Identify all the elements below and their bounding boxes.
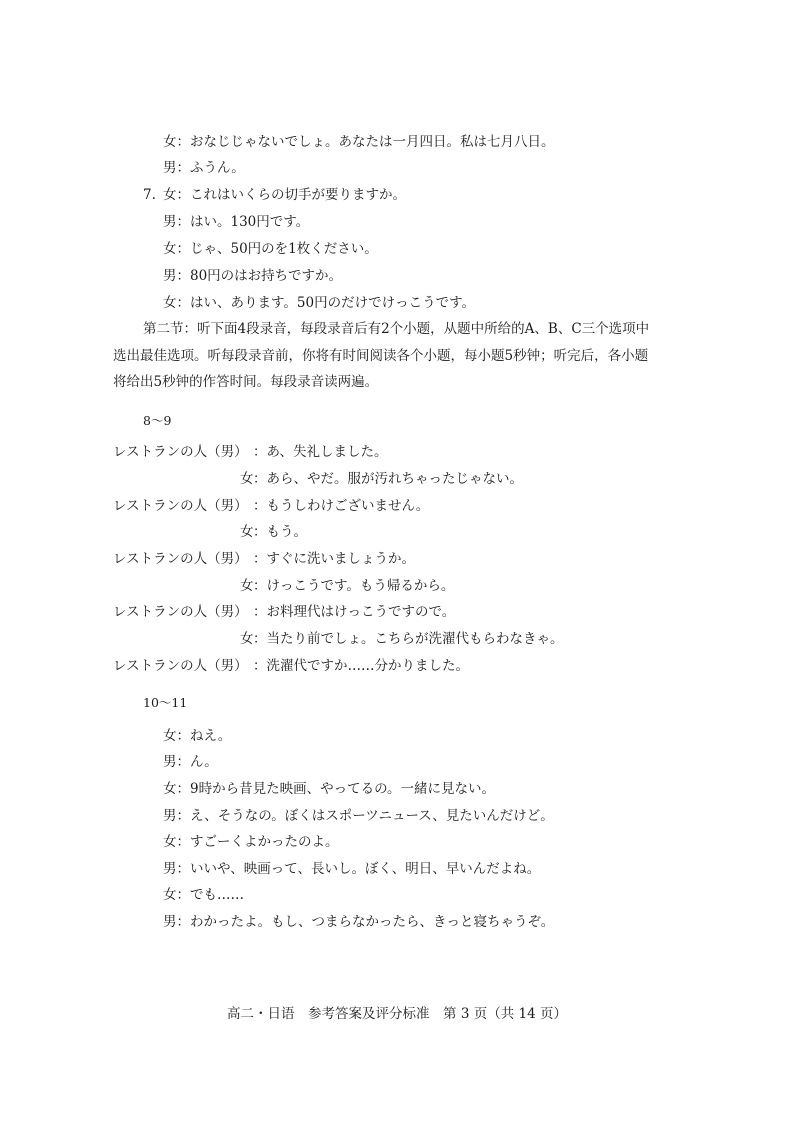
dialog-heading: 10～11 (143, 695, 188, 710)
dialog-line: 女：じゃ、50円のを1枚ください。 (163, 241, 378, 257)
dialog-line: 女：おなじじゃないでしょ。あなたは一月四日。私は七月八日。 (163, 134, 555, 150)
dialog-line: 女：でも…… (163, 887, 244, 903)
dialog-line: 女：ねえ。 (163, 728, 232, 744)
dialog-text: ：けっこうです。もう帰るから。 (253, 578, 455, 594)
dialog-line: 男：え、そうなの。ぼくはスポーツニュース、見たいんだけど。 (163, 808, 554, 824)
speaker-label: レストランの人（男） (113, 551, 248, 567)
speaker-label: レストランの人（男） (113, 658, 248, 674)
dialog-text: ：もう。 (253, 524, 307, 540)
dialog-text: ：お料理代はけっこうですので。 (253, 604, 456, 620)
dialog-line: 男：ふうん。 (163, 160, 245, 176)
dialog-line: 男：ん。 (163, 754, 218, 770)
dialog-line: 男：はい。130円です。 (163, 214, 310, 230)
dialog-text: ：すぐに洗いましょうか。 (253, 551, 415, 567)
speaker-label: 女 (240, 578, 254, 594)
speaker-label: レストランの人（男） (113, 498, 248, 514)
dialog-text: ：当たり前でしょ。こちらが洗濯代もらわなきゃ。 (253, 631, 564, 647)
page-footer: 高二・日语 参考答案及评分标准 第 3 页（共 14 页） (227, 1006, 567, 1022)
dialog-line: 女：すごーくよかったのよ。 (163, 834, 339, 850)
speaker-label: レストランの人（男） (113, 604, 248, 620)
section-instruction-line: 选出最佳选项。听每段录音前，你将有时间阅读各个小题，每小题5秒钟；听完后，各小题 (113, 348, 649, 364)
section-instruction-line: 将给出5秒钟的作答时间。每段录音读两遍。 (113, 374, 379, 390)
speaker-label: 女 (240, 471, 254, 487)
dialog-line: 女：9時から昔見た映画、やってるの。一緒に見ない。 (163, 781, 496, 797)
dialog-line: 男：80円のはお持ちですか。 (163, 268, 343, 284)
speaker-label: 女 (240, 631, 254, 647)
dialog-line: 男：いいや、映画って、長いし。ぼく、明日、早いんだよね。 (163, 861, 541, 877)
section-instruction-line: 第二节：听下面4段录音，每段录音后有2个小题，从题中所给的A、B、C三个选项中 (143, 321, 650, 337)
dialog-line: 男：わかったよ。もし、つまらなかったら、きっと寝ちゃうぞ。 (163, 914, 555, 930)
dialog-text: ：あ、失礼しました。 (253, 444, 388, 460)
dialog-text: ：あら、やだ。服が汚れちゃったじゃない。 (253, 471, 523, 487)
dialog-line: 女：はい、あります。50円のだけでけっこうです。 (163, 295, 476, 311)
speaker-label: レストランの人（男） (113, 444, 248, 460)
speaker-label: 女 (240, 524, 254, 540)
dialog-text: ：洗濯代ですか……分かりました。 (253, 658, 469, 674)
dialog-text: ：もうしわけございません。 (253, 498, 430, 514)
dialog-line: 女：これはいくらの切手が要りますか。 (163, 187, 406, 203)
question-number: 7. (143, 187, 156, 203)
dialog-heading: 8～9 (143, 413, 172, 428)
